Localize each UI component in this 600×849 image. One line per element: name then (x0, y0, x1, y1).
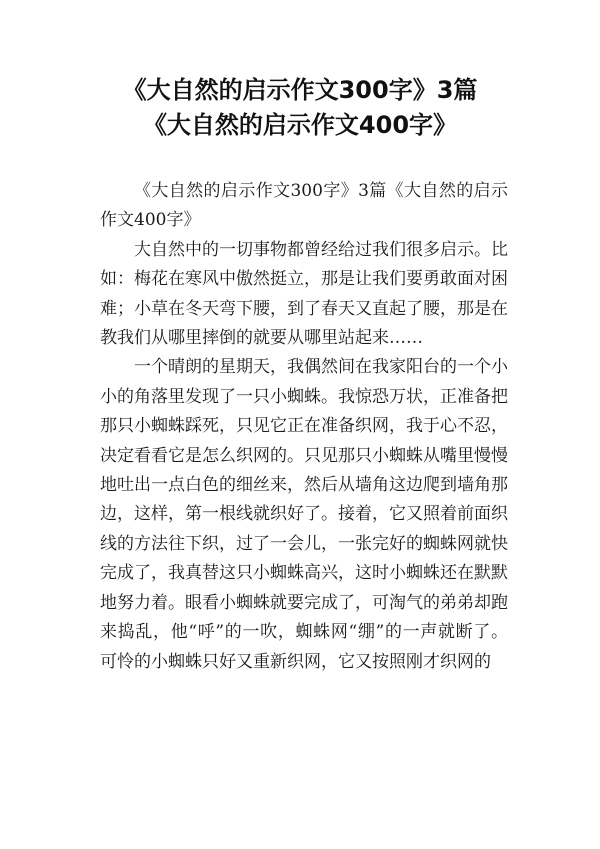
document-title-line-1: 《大自然的启示作文300字》3篇 (122, 76, 478, 104)
document-body (100, 177, 508, 677)
document-title-line-2: 《大自然的启示作文400字》 (142, 111, 458, 139)
paragraph-spider-story: 一个晴朗的星期天，我偶然间在我家阳台的一个小小的角落里发现了一只小蜘蛛。我惊恐万状，正准备把那只小蜘蛛踩死，只见它正在准备织网，我于心不忍，决定看看它是怎么织网的。只见那只小蜘蛛从嘴里慢慢地吐出一点白色的细丝来，然后从墙角这边爬到墙角那边，这样，第一根线就织好了。接着，它又照着前面织线的方法往下织，过了一会儿，一张完好的蜘蛛网就快完成了，我真替这只小蜘蛛高兴，这时小蜘蛛还在默默地努力着。眼看小蜘蛛就要完成了，可淘气的弟弟却跑来捣乱，他“呼”的一吹，蜘蛛网“绷”的一声就断了。可怜的小蜘蛛只好又重新织网，它又按照刚才织网的 (100, 357, 508, 672)
paragraph-intro: 《大自然的启示作文300字》3篇《大自然的启示作文400字》 (100, 181, 508, 231)
paragraph-nature-lessons: 大自然中的一切事物都曾经给过我们很多启示。比如：梅花在寒风中傲然挺立，那是让我们要勇敢面对困难；小草在冬天弯下腰，到了春天又直起了腰，那是在教我们从哪里摔倒的就要从哪里站起来…… (100, 239, 508, 349)
